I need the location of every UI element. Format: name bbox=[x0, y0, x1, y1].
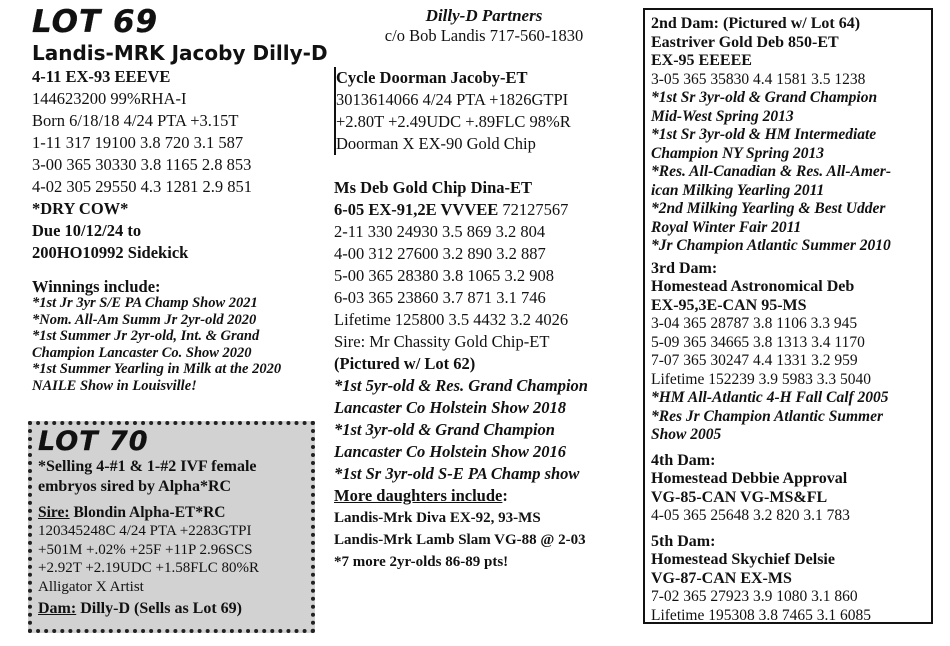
dam-honor: *Jr Champion Atlantic Summer 2010 bbox=[651, 237, 891, 254]
dam-heading: 2nd Dam: (Pictured w/ Lot 64) bbox=[651, 15, 861, 32]
lot-69-service-sire: 200HO10992 Sidekick bbox=[32, 243, 189, 262]
dam-honor: Royal Winter Fair 2011 bbox=[651, 218, 802, 236]
lot-69-cow-name: Landis-MRK Jacoby Dilly-D bbox=[32, 41, 328, 65]
dam-record: 5-00 365 28380 3.8 1065 3.2 908 bbox=[334, 266, 554, 285]
dam-honor: Lancaster Co Holstein Show 2016 bbox=[334, 442, 566, 461]
daughter-item: *7 more 2yr-olds 86-89 pts! bbox=[334, 554, 509, 570]
dam-honor: Show 2005 bbox=[651, 426, 722, 443]
winning-item: *1st Jr 3yr S/E PA Champ Show 2021 bbox=[32, 295, 258, 311]
dam-record: 4-05 365 25648 3.2 820 3.1 783 bbox=[651, 507, 850, 524]
dam-record: 3-05 365 35830 4.4 1581 3.5 1238 bbox=[651, 70, 866, 88]
dam-record: 7-02 365 27923 3.9 1080 3.1 860 bbox=[651, 588, 858, 605]
winning-item: NAILE Show in Louisville! bbox=[32, 377, 197, 394]
dam-record: 7-07 365 30247 4.4 1331 3.2 959 bbox=[651, 352, 858, 369]
dam-record: Lifetime 152239 3.9 5983 3.3 5040 bbox=[651, 370, 871, 388]
winning-item: *1st Summer Jr 2yr-old, Int. & Grand bbox=[32, 328, 260, 344]
lot-70-box bbox=[28, 421, 315, 633]
dam-record: 3-04 365 28787 3.8 1106 3.3 945 bbox=[651, 315, 858, 332]
dam-honor: Mid-West Spring 2013 bbox=[651, 107, 794, 125]
partners-name: Dilly-D Partners bbox=[425, 6, 543, 25]
fourth-dam bbox=[651, 452, 925, 526]
lot-69-status: *DRY COW* bbox=[32, 199, 129, 218]
dam-honor: *2nd Milking Yearling & Best Udder bbox=[651, 200, 886, 217]
lot-70-sire-line: +501M +.02% +25F +11P 2.96SCS bbox=[38, 541, 253, 558]
dam-sire: Sire: Mr Chassity Gold Chip-ET bbox=[334, 332, 550, 351]
dam-record: 4-00 312 27600 3.2 890 3.2 887 bbox=[334, 244, 546, 263]
dam-name: Homestead Skychief Delsie bbox=[651, 551, 835, 568]
lot-70-selling: *Selling 4-#1 & 1-#2 IVF female bbox=[38, 458, 257, 475]
dam-honor: Champion NY Spring 2013 bbox=[651, 144, 824, 162]
sire-label: Sire: bbox=[38, 504, 70, 521]
lot-69-details bbox=[32, 66, 332, 264]
lot-69-title: LOT 69 bbox=[32, 4, 159, 40]
lot-69-due: Due 10/12/24 to bbox=[32, 221, 142, 240]
dam-heading: 4th Dam: bbox=[651, 451, 716, 469]
sire-line: +2.80T +2.49UDC +.89FLC 98%R bbox=[336, 112, 571, 131]
winning-item: *Nom. All-Am Summ Jr 2yr-old 2020 bbox=[32, 311, 257, 328]
lot-69-record: 1-11 317 19100 3.8 720 3.1 587 bbox=[32, 133, 244, 152]
daughter-item: Landis-Mrk Diva EX-92, 93-MS bbox=[334, 510, 541, 526]
lot-70-sire bbox=[38, 503, 305, 522]
pedigree-section bbox=[334, 6, 634, 573]
winning-item: Champion Lancaster Co. Show 2020 bbox=[32, 344, 252, 361]
dam-lifetime: Lifetime 195308 3.8 7465 3.1 6085 bbox=[651, 606, 871, 624]
lot-69-birth: Born 6/18/18 4/24 PTA +3.15T bbox=[32, 111, 239, 130]
lot-70-selling: embryos sired by Alpha*RC bbox=[38, 478, 232, 495]
dam-honor: ican Milking Yearling 2011 bbox=[651, 181, 825, 199]
sire-line: 3013614066 4/24 PTA +1826GTPI bbox=[336, 90, 569, 109]
lot-70-sire-line: +2.92T +2.19UDC +1.58FLC 80%R bbox=[38, 560, 259, 576]
lot-70-sire-line: Alligator X Artist bbox=[38, 578, 144, 595]
more-daughters-heading bbox=[334, 485, 634, 507]
dam-class: VG-87-CAN EX-MS bbox=[651, 569, 792, 587]
dam-record: 6-03 365 23860 3.7 871 3.1 746 bbox=[334, 288, 546, 307]
fifth-dam bbox=[651, 533, 925, 626]
dam-honor: *HM All-Atlantic 4-H Fall Calf 2005 bbox=[651, 389, 889, 406]
more-daughters-label: More daughters include bbox=[334, 486, 503, 505]
dam-class: EX-95,3E-CAN 95-MS bbox=[651, 296, 807, 314]
lot-70-dam bbox=[38, 599, 305, 618]
dam-pictured: (Pictured w/ Lot 62) bbox=[334, 354, 476, 373]
dam-class: VG-85-CAN VG-MS&FL bbox=[651, 488, 828, 506]
dam-honor: *Res Jr Champion Atlantic Summer bbox=[651, 407, 883, 425]
sire-line: Doorman X EX-90 Gold Chip bbox=[336, 134, 536, 153]
second-dam bbox=[651, 15, 925, 256]
dam-name: Eastriver Gold Deb 850-ET bbox=[651, 33, 839, 51]
dam-reg: 72127567 bbox=[498, 200, 569, 219]
partners-contact: c/o Bob Landis 717-560-1830 bbox=[384, 26, 584, 45]
dam-lifetime: Lifetime 125800 3.5 4432 3.2 4026 bbox=[334, 310, 569, 329]
lot-69-record: 3-00 365 30330 3.8 1165 2.8 853 bbox=[32, 155, 252, 174]
dam-class-line bbox=[334, 199, 634, 221]
dam-honor: *1st 5yr-old & Res. Grand Champion bbox=[334, 376, 588, 395]
winnings-heading: Winnings include: bbox=[32, 277, 161, 296]
sire-name: Cycle Doorman Jacoby-ET bbox=[336, 68, 528, 87]
dam-class: 6-05 EX-91,2E VVVEE bbox=[334, 200, 499, 219]
dam-honor: Lancaster Co Holstein Show 2018 bbox=[334, 398, 566, 417]
more-daughters-colon: : bbox=[502, 486, 508, 505]
dam-name: Ms Deb Gold Chip Dina-ET bbox=[334, 178, 533, 197]
dam-text: Dilly-D (Sells as Lot 69) bbox=[76, 600, 242, 617]
lot-70-title: LOT 70 bbox=[38, 426, 149, 457]
lot-69-registration: 144623200 99%RHA-I bbox=[32, 89, 187, 108]
winning-item: *1st Summer Yearling in Milk at the 2020 bbox=[32, 361, 282, 377]
dam-record: 5-09 365 34665 3.8 1313 3.4 1170 bbox=[651, 333, 865, 351]
dam-honor: *1st Sr 3yr-old S-E PA Champ show bbox=[334, 464, 580, 483]
lot-70-sire-line: 120345248C 4/24 PTA +2283GTPI bbox=[38, 523, 252, 539]
lot-69-classification: 4-11 EX-93 EEEVE bbox=[32, 67, 171, 86]
dam-class: EX-95 EEEEE bbox=[651, 52, 752, 69]
sire-name: Blondin Alpha-ET*RC bbox=[69, 504, 226, 521]
dam-honor: *1st Sr 3yr-old & Grand Champion bbox=[651, 89, 878, 106]
lot-69-section bbox=[32, 6, 332, 394]
lot-69-record: 4-02 305 29550 4.3 1281 2.9 851 bbox=[32, 177, 252, 196]
dam-honor: *1st Sr 3yr-old & HM Intermediate bbox=[651, 126, 877, 143]
sire-block bbox=[334, 67, 634, 155]
dam-heading: 5th Dam: bbox=[651, 532, 716, 550]
dam-honor: *Res. All-Canadian & Res. All-Amer- bbox=[651, 163, 891, 180]
dam-honor: *1st 3yr-old & Grand Champion bbox=[334, 420, 555, 439]
dam-heading: 3rd Dam: bbox=[651, 259, 718, 277]
dam-name: Homestead Astronomical Deb bbox=[651, 278, 855, 295]
third-dam bbox=[651, 260, 925, 445]
dam-record: 2-11 330 24930 3.5 869 3.2 804 bbox=[334, 222, 546, 241]
winnings-list bbox=[32, 295, 332, 394]
dam-label: Dam: bbox=[38, 600, 77, 617]
daughter-item: Landis-Mrk Lamb Slam VG-88 @ 2-03 bbox=[334, 532, 586, 548]
dam-block bbox=[334, 177, 634, 573]
dam-name: Homestead Debbie Approval bbox=[651, 470, 848, 487]
maternal-line-box bbox=[643, 8, 933, 624]
